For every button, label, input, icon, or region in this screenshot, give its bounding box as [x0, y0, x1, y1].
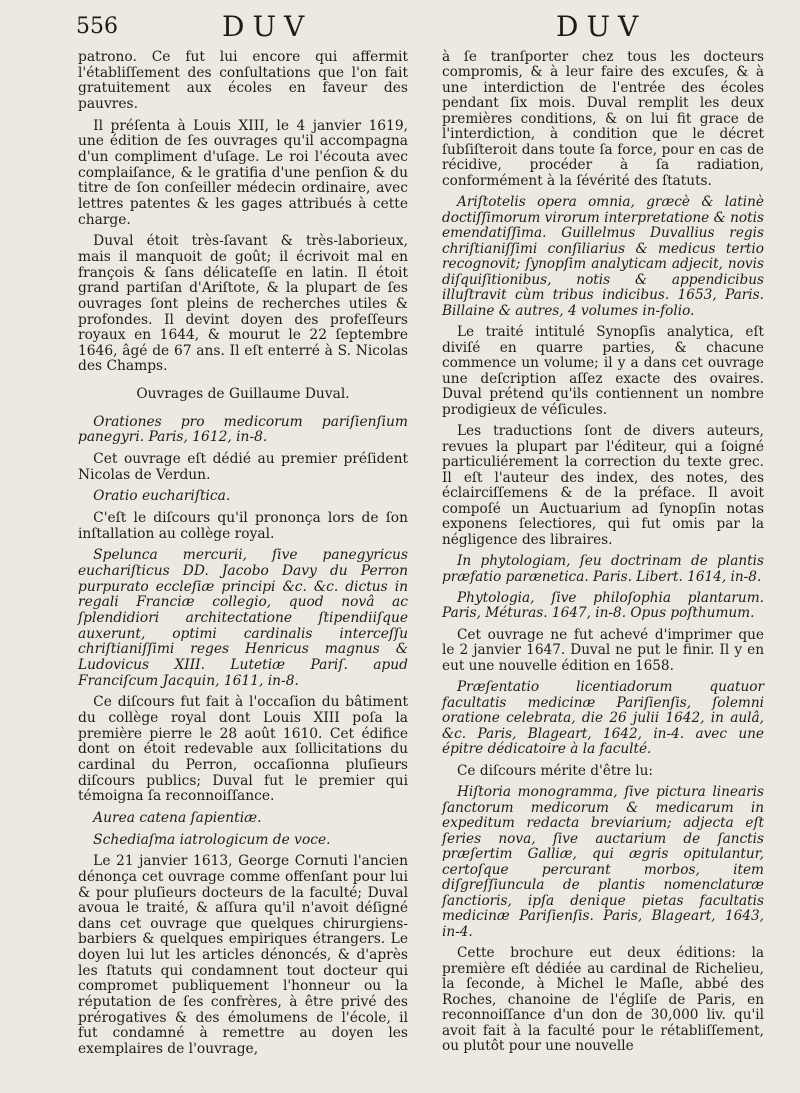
- right-column: [442, 50, 764, 1061]
- work-title: Orationes pro medicorum pariſienſium panegyri. Paris, 1612, in-8.: [78, 413, 408, 446]
- page-header: [0, 8, 800, 48]
- paragraph: à ſe tranſporter chez tous les docteurs compromis, & à leur faire des excuſes, & à une interdiction de l'entrée des écoles pendant ſix mois. Duval remplit les deux premières conditions, & on lui fit grace de l'interdiction, à condition que le décret ſubſiſteroit dans toute ſa force, pour en cas de récidive, procéder à ſa radiation, conformément à la ſévérité des ſtatuts.: [442, 49, 764, 189]
- paragraph: Ce diſcours mérite d'être lu:: [457, 762, 653, 779]
- paragraph: Cet ouvrage eſt dédié au premier préſident Nicolas de Verdun.: [78, 451, 408, 483]
- left-running-head: DUV: [222, 10, 313, 43]
- work-title: Hiſtoria monogramma, ſive pictura linearis ſanctorum medicorum & medicarum in expeditum redacta breviarium; adjecta eſt ſeries nova, ſive auctarium de ſanctis præſertim Galliæ, qui ægris opitulantur, certoſque percurant morbos, item diſgreſſiuncula de plantis nomenclaturæ ſanctioris, ipſa denique pietas facultatis medicinæ Pariſienſis. Paris, Blageart, 1643, in-4.: [442, 784, 764, 940]
- paragraph: C'eſt le diſcours qu'il prononça lors de ſon inſtallation au collège royal.: [78, 510, 408, 542]
- work-title: Phytologia, ſive philoſophia plantarum. Paris, Méturas. 1647, in-8. Opus poſthumum.: [442, 589, 764, 622]
- work-title: Oratio euchariſtica.: [93, 488, 231, 505]
- page-number: 556: [76, 14, 118, 39]
- work-title: In phytologiam, ſeu doctrinam de plantis præfatio parænetica. Paris. Libert. 1614, in-8.: [442, 553, 764, 585]
- paragraph: Cet ouvrage ne fut achevé d'imprimer que le 2 janvier 1647. Duval ne put le finir. Il y en eut une nouvelle édition en 1658.: [442, 626, 764, 674]
- work-title: Spelunca mercurii, ſive panegyricus euchariſticus DD. Jacobo Davy du Perron purpurato eccleſiæ principi &c. &c. dictus in regali Franciæ collegio, quod novâ ac ſplendidiori architectatione ſtipendiiſque auxerunt, optimi cardinalis interceſſu chriſtianiſſimi reges Henricus magnus & Ludovicus XIII. Lutetiæ Pariſ. apud Franciſcum Jacquin, 1611, in-8.: [78, 547, 408, 689]
- paragraph: Ce diſcours fut fait à l'occaſion du bâtiment du collège royal dont Louis XIII poſa la première pierre le 28 août 1610. Cet édifice dont on étoit redevable aux ſollicitations du cardinal du Perron, occaſionna pluſieurs diſcours publics; Duval fut le premier qui témoigna ſa reconnoiſſance.: [78, 694, 408, 805]
- right-running-head: DUV: [556, 10, 647, 43]
- paragraph: Duval étoit très-ſavant & très-laborieux, mais il manquoit de goût; il écrivoit mal en françois & ſans délicateſſe en latin. Il étoit grand partiſan d'Ariſtote, & la plupart de ſes ouvrages ſont pleins de recherches utiles & profondes. Il devint doyen des profeſſeurs royaux en 1644, & mourut le 22 ſeptembre 1646, âgé de 67 ans. Il eſt enterré à S. Nicolas des Champs.: [78, 233, 408, 375]
- paragraph: Le 21 janvier 1613, George Cornuti l'ancien dénonça cet ouvrage comme offenſant pour lui & pour pluſieurs docteurs de la faculté; Duval avoua le traité, & aſſura qu'il n'avoit déſigné dans cet ouvrage que quelques chirurgiens-barbiers & quelques empiriques étrangers. Le doyen lui lut les articles dénoncés, & d'après les ſtatuts qui condamnent tout docteur qui compromet publiquement l'honneur ou la réputation de ſes confrères, à être privé des prérogatives & des émolumens de l'école, il fut condamné à remettre au doyen les exemplaires de l'ouvrage,: [78, 853, 408, 1058]
- left-column: [78, 50, 408, 1064]
- work-title: Schediaſma iatrologicum de voce.: [93, 831, 331, 848]
- work-title: Aurea catena ſapientiæ.: [93, 809, 262, 826]
- work-title: Præſentatio licentiadorum quatuor facultatis medicinæ Pariſienſis, ſolemni oratione celebrata, die 26 julii 1642, in aulâ, &c. Paris, Blageart, 1642, in-4. avec une épitre dédicatoire à la faculté.: [442, 679, 764, 758]
- section-heading: Ouvrages de Guillaume Duval.: [136, 386, 350, 403]
- paragraph: Cette brochure eut deux éditions: la première eſt dédiée au cardinal de Richelieu, la ſeconde, à Michel le Maſle, abbé des Roches, chanoine de l'égliſe de Paris, en reconnoiſſance d'un don de 30,000 liv. qu'il avoit fait à la faculté pour le rétabliſſement, ou plutôt pour une nouvelle: [442, 945, 764, 1055]
- paragraph: Les traductions ſont de divers auteurs, revues la plupart par l'éditeur, qui a ſoigné particuliérement la correction du texte grec. Il eſt l'auteur des index, des notes, des éclairciſſemens & de la préface. Il avoit compoſé un Auctuarium ad ſynopſin notas exponens ſelectiores, qui fut omis par la négligence des libraires.: [442, 423, 764, 548]
- paragraph: Le traité intitulé Synopſis analytica, eſt diviſé en quarre parties, & chacune commence un volume; il y a dans cet ouvrage une deſcription aſſez exacte des ovaires. Duval prétend qu'ils contiennent un nombre prodigieux de véſicules.: [442, 324, 764, 418]
- work-title: Ariſtotelis opera omnia, græcè & latinè doctiſſimorum virorum interpretatione & notis emendatiſſima. Guillelmus Duvallius regis chriſtianiſſimi conſiliarius & medicus tertio recognovit; ſynopſim analyticam adjecit, novis diſquiſitionibus, notis & appendicibus illuſtravit cùm tribus indicibus. 1653, Paris. Billaine & autres, 4 volumes in-folio.: [442, 194, 764, 319]
- paragraph: Il préſenta à Louis XIII, le 4 janvier 1619, une édition de ſes ouvrages qu'il accompagna d'un compliment d'uſage. Le roi l'écouta avec complaiſance, & le gratifia d'une penſion & du titre de ſon conſeiller médecin ordinaire, avec lettres patentes & les gages attribués à cette charge.: [78, 117, 408, 228]
- paragraph: patrono. Ce fut lui encore qui affermit l'établiſſement des conſultations que l'on fait gratuitement aux écoles en faveur des pauvres.: [78, 49, 408, 112]
